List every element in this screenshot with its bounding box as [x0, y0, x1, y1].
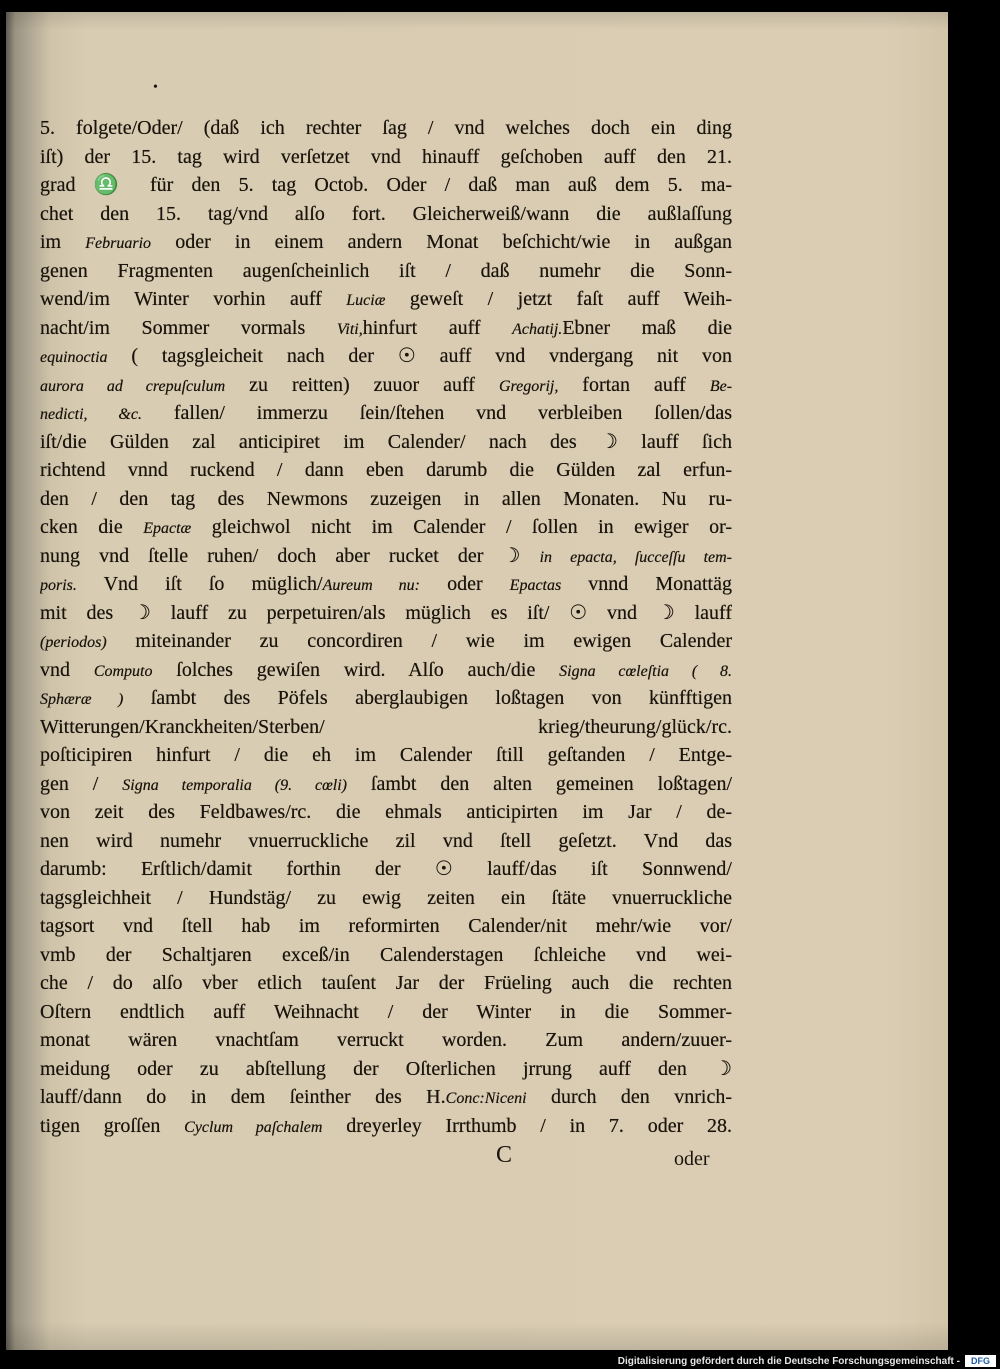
text-line — [40, 599, 732, 628]
text-line — [40, 884, 732, 913]
latin-term: Conc:Niceni — [445, 1090, 527, 1107]
text-line — [40, 798, 732, 827]
dfg-logo: DFG — [965, 1355, 996, 1367]
text-line — [40, 1026, 732, 1055]
text-run: Ebner maß die — [562, 316, 732, 339]
text-line — [40, 941, 732, 970]
latin-term: poris. — [40, 577, 77, 594]
text-line — [40, 485, 732, 514]
ornament-mark: • — [153, 80, 158, 95]
text-line — [40, 656, 732, 685]
text-line — [40, 513, 732, 542]
text-run: den / den tag des Newmons zuzeigen in allen Monaten. Nu ru- — [40, 487, 732, 510]
text-run: grad ♎ für den 5. tag Octob. Oder / daß man auß dem 5. ma- — [40, 174, 732, 196]
text-run: vnd — [40, 658, 94, 681]
text-run: im — [40, 231, 86, 253]
latin-term: Aureum nu: — [322, 577, 421, 594]
book-page — [6, 12, 948, 1350]
text-run: lauff/dann do in dem ſeinther des H. — [40, 1086, 446, 1108]
text-run: mit des ☽ lauff zu perpetuiren/als müglich es iſt/ ☉ vnd ☽ lauff — [40, 601, 732, 624]
text-line — [40, 228, 732, 257]
latin-term: Cyclum paſchalem — [184, 1118, 323, 1136]
text-line — [40, 1083, 732, 1112]
text-run: fallen/ immerzu ſein/ſtehen vnd verbleiben ſollen/das — [141, 402, 732, 424]
text-run: tigen groſſen — [40, 1114, 185, 1137]
text-line — [40, 998, 732, 1027]
text-line — [40, 1112, 732, 1141]
latin-term: Viti, — [336, 320, 363, 338]
text-line — [40, 741, 732, 770]
text-run: von zeit des Feldbawes/rc. die ehmals anticipirten im Jar / de- — [40, 801, 732, 823]
text-run: meidung oder zu abſtellung der Oſterlichen jrrung auff den ☽ — [40, 1057, 732, 1080]
signature-line — [40, 1140, 732, 1172]
text-run: fortan auff — [558, 373, 710, 396]
text-run: ſambt den alten gemeinen loßtagen/ — [346, 772, 732, 795]
text-line — [40, 542, 732, 571]
text-run: darumb: Erſtlich/damit forthin der ☉ lauff/das iſt Sonnwend/ — [40, 858, 732, 880]
text-line — [40, 285, 732, 314]
latin-term: nedicti, &c. — [40, 406, 142, 423]
text-run: ſambt des Pöfels aberglaubigen loßtagen von künfftigen — [123, 687, 732, 709]
text-run: oder in einem andern Monat beſchicht/wie in außgan — [151, 231, 732, 253]
text-run: poſticipiren hinfurt / die eh im Calender ſtill geſtanden / Entge- — [40, 744, 732, 766]
text-run: tagsort vnd ſtell hab im reformirten Calender/nit mehr/wie vor/ — [40, 915, 732, 937]
text-run: genen Fragmenten augenſcheinlich iſt / daß numehr die Sonn- — [40, 259, 732, 282]
latin-term: Gregorij, — [498, 377, 559, 395]
latin-term: in epacta, ſucceſſu tem- — [539, 548, 732, 566]
latin-term: Februario — [85, 235, 152, 252]
latin-term: Epactæ — [143, 520, 192, 537]
text-line — [40, 171, 732, 200]
text-run: Witterungen/Kranckheiten/Sterben/ krieg/theurung/glück/rc. — [40, 715, 732, 738]
latin-term: Signa cœleſtia ( 8. — [559, 662, 732, 680]
text-run: vnnd Monattäg — [561, 573, 732, 595]
text-run: vmb der Schaltjaren exceß/in Calenderstagen ſchleiche vnd wei- — [40, 943, 732, 966]
text-run: iſt) der 15. tag wird verſetzet vnd hinauff geſchoben auff den 21. — [40, 145, 732, 168]
text-run: gleichwol nicht im Calender / ſollen in ewiger or- — [191, 516, 732, 538]
text-line — [40, 314, 732, 343]
text-run: cken die — [40, 516, 144, 538]
text-line — [40, 912, 732, 941]
text-line — [40, 143, 732, 172]
text-line — [40, 827, 732, 856]
text-run: ſolches gewiſen wird. Alſo auch/die — [152, 658, 560, 681]
text-line — [40, 855, 732, 884]
latin-term: aurora ad crepuſculum — [40, 377, 226, 395]
latin-term: (periodos) — [40, 634, 107, 651]
text-run: Oſtern endtlich auff Weihnacht / der Winter in die Sommer- — [40, 1000, 732, 1023]
text-run: chet den 15. tag/vnd alſo fort. Gleicherweiß/wann die außlaſſung — [40, 202, 732, 225]
text-run: nen wird numehr vnuerruckliche zil vnd ſtell geſetzt. Vnd das — [40, 829, 732, 852]
text-line — [40, 570, 732, 599]
text-run: 5. folgete/Oder/ (daß ich rechter ſag / vnd welches doch ein ding — [40, 117, 732, 139]
footer-credit: Digitalisierung gefördert durch die Deutsche Forschungsgemeinschaft - — [617, 1356, 960, 1367]
signature-mark: C — [496, 1142, 513, 1168]
text-run: Vnd iſt ſo müglich/ — [76, 573, 323, 595]
text-run: nung vnd ſtelle ruhen/ doch aber rucket der ☽ — [40, 544, 540, 567]
latin-term: Luciæ — [346, 292, 386, 309]
text-run: nacht/im Sommer vormals — [40, 316, 337, 339]
text-run: che / do alſo vber etlich tauſent Jar der Früeling auch die rechten — [40, 972, 732, 994]
text-run: durch den vnrich- — [526, 1086, 732, 1108]
text-run: monat wären vnachtſam verruckt worden. Zum andern/zuuer- — [40, 1029, 732, 1051]
catchword: oder — [674, 1148, 710, 1170]
latin-term: Signa temporalia (9. cœli) — [122, 776, 347, 794]
text-line — [40, 428, 732, 457]
text-run: gen / — [40, 772, 123, 795]
latin-term: Achatij. — [512, 320, 563, 338]
text-line — [40, 371, 732, 400]
text-run: hinfurt auff — [362, 316, 513, 339]
text-run: wend/im Winter vorhin auff — [40, 288, 347, 310]
page-text — [40, 114, 732, 1172]
text-run: ( tagsgleicheit nach der ☉ auff vnd vndergang nit von — [107, 345, 732, 367]
text-line — [40, 770, 732, 799]
text-line — [40, 1055, 732, 1084]
text-run: tagsgleichheit / Hundstäg/ zu ewig zeiten ein ſtäte vnuerruckliche — [40, 886, 732, 909]
latin-term: Be- — [709, 377, 732, 395]
text-run: miteinander zu concordiren / wie im ewigen Calender — [106, 630, 732, 652]
text-line — [40, 969, 732, 998]
text-line — [40, 684, 732, 713]
text-line — [40, 456, 732, 485]
latin-term: equinoctia — [40, 349, 108, 366]
text-line — [40, 399, 732, 428]
latin-term: Computo — [93, 662, 153, 680]
text-run: richtend vnnd ruckend / dann eben darumb die Gülden zal erfun- — [40, 459, 732, 481]
text-line — [40, 257, 732, 286]
text-line — [40, 342, 732, 371]
text-line — [40, 200, 732, 229]
text-line — [40, 713, 732, 742]
text-run: oder — [420, 573, 510, 595]
latin-term: Sphæræ ) — [40, 691, 124, 708]
text-run: zu reitten) zuuor auff — [225, 373, 499, 396]
text-line — [40, 627, 732, 656]
text-run: geweſt / jetzt faſt auff Weih- — [385, 288, 732, 310]
text-line — [40, 114, 732, 143]
text-run: iſt/die Gülden zal anticipiret im Calender/ nach des ☽ lauff ſich — [40, 430, 732, 453]
latin-term: Epactas — [509, 577, 562, 594]
text-run: dreyerley Irrthumb / in 7. oder 28. — [322, 1114, 732, 1137]
